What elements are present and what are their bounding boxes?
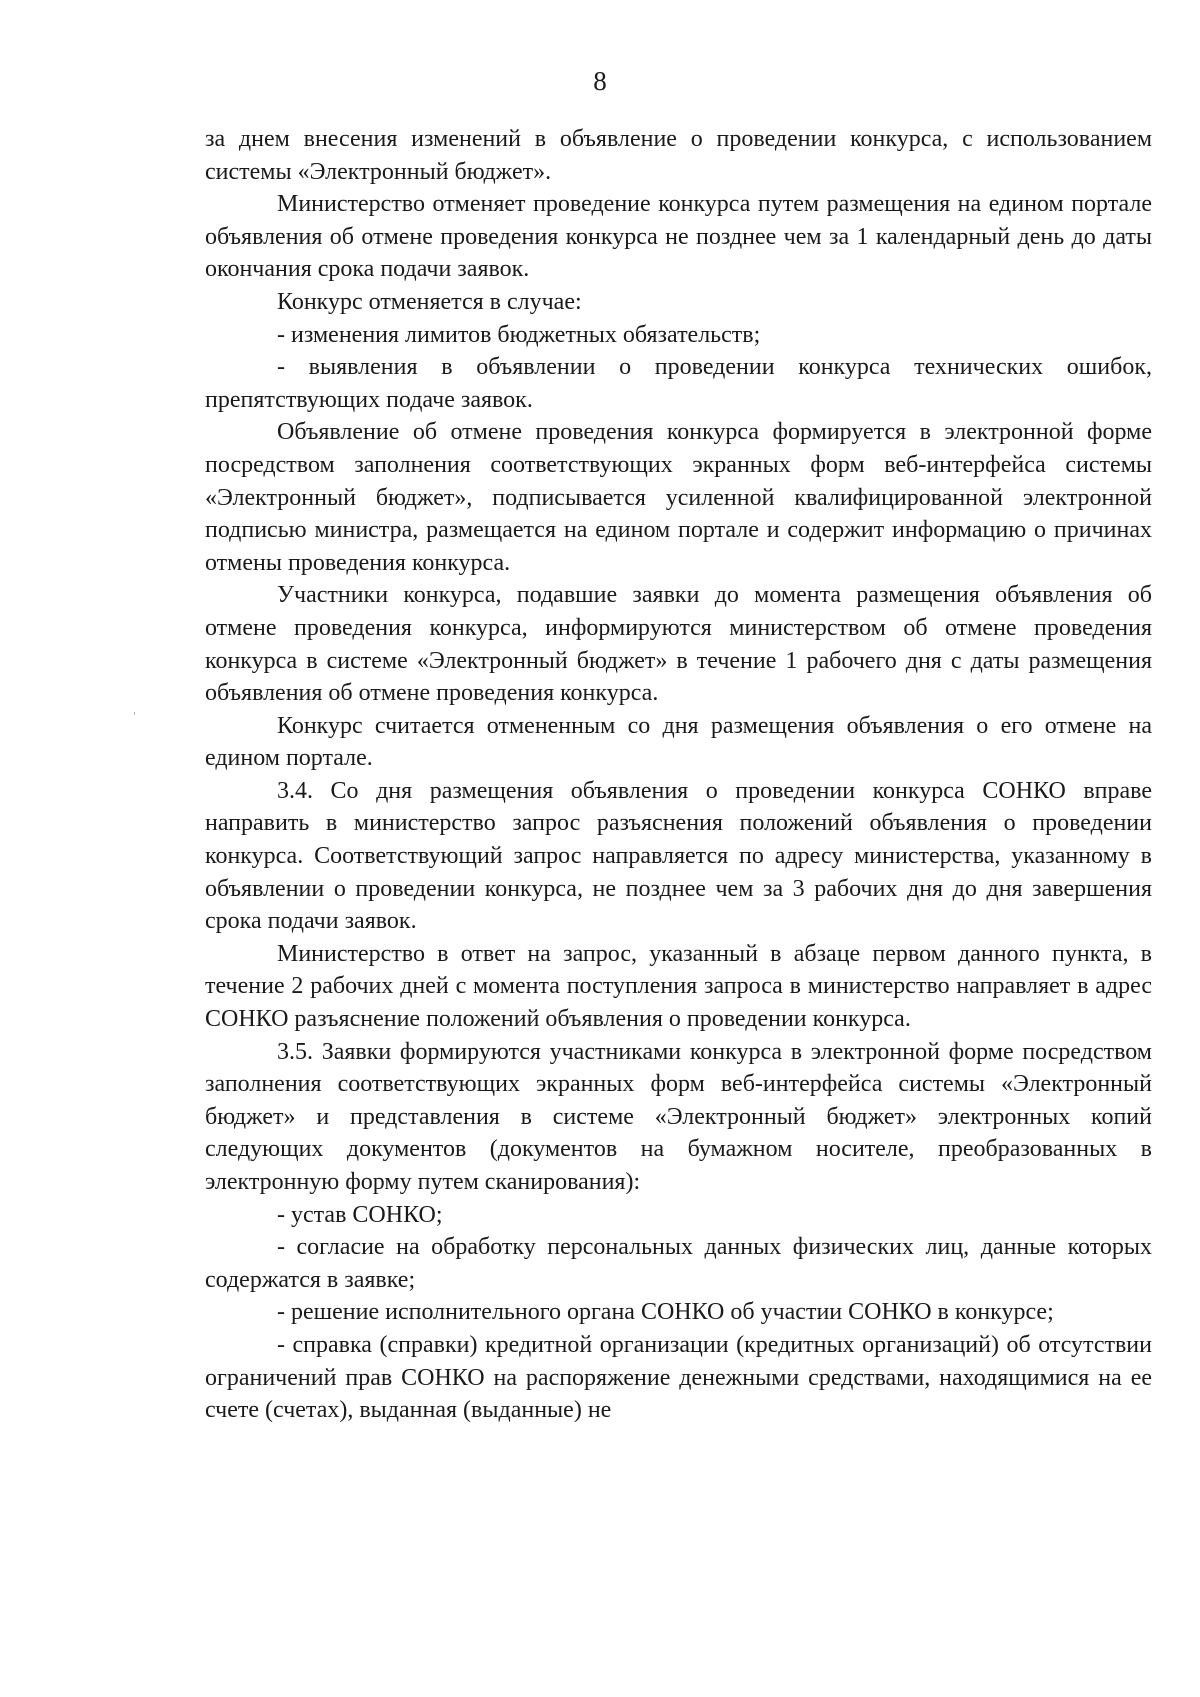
list-item-technical-errors: - выявления в объявлении о проведении конкурса технических ошибок, препятствующих подаче заявок. bbox=[205, 354, 1152, 413]
list-item-executive-decision: - решение исполнительного органа СОНКО об участии СОНКО в конкурсе; bbox=[277, 1299, 1054, 1326]
page-number: 8 bbox=[593, 66, 607, 96]
paragraph-section-3-4: 3.4. Со дня размещения объявления о проведении конкурса СОНКО вправе направить в министерство запрос разъяснения положений объявления о проведении конкурса. Соответствующий запрос направляется по адресу министерства, указанному в объявлении о проведении конкурса, не позднее чем за 3 рабочих дня до дня завершения срока подачи заявок. bbox=[205, 777, 1152, 935]
scan-artifact-mark bbox=[134, 712, 135, 715]
list-item-personal-data-consent: - согласие на обработку персональных данных физических лиц, данные которых содержатся в заявке; bbox=[205, 1234, 1152, 1293]
paragraph-section-3-5: 3.5. Заявки формируются участниками конкурса в электронной форме посредством заполнения соответствующих экранных форм веб-интерфейса системы «Электронный бюджет» и представления в системе «Электронный бюджет» электронных копий следующих документов (документов на бумажном носителе, преобразованных в электронную форму путем сканирования): bbox=[205, 1038, 1152, 1195]
paragraph-continuation: за днем внесения изменений в объявление о проведении конкурса, с использованием системы «Электронный бюджет». bbox=[205, 126, 1152, 185]
paragraph-cancellation-cases: Конкурс отменяется в случае: bbox=[277, 288, 582, 315]
list-item-limits-change: - изменения лимитов бюджетных обязательств; bbox=[277, 321, 761, 348]
paragraph-ministry-response: Министерство в ответ на запрос, указанный в абзаце первом данного пункта, в течение 2 рабочих дней с момента поступления запроса в министерство направляет в адрес СОНКО разъяснение положений объявления о проведении конкурса. bbox=[205, 940, 1152, 1033]
paragraph-contest-cancelled: Конкурс считается отмененным со дня размещения объявления о его отмене на едином портале. bbox=[205, 712, 1152, 772]
list-item-bank-certificate: - справка (справки) кредитной организации (кредитных организаций) об отсутствии ограничений прав СОНКО на распоряжение денежными средствами, находящимися на ее счете (счетах), выданная (выданные) не bbox=[205, 1331, 1152, 1424]
paragraph-participants-informed: Участники конкурса, подавшие заявки до момента размещения объявления об отмене проведения конкурса, информируются министерством об отмене проведения конкурса в системе «Электронный бюджет» в течение 1 рабочего дня с даты размещения объявления об отмене проведения конкурса. bbox=[205, 582, 1152, 707]
document-body bbox=[205, 123, 1152, 1427]
list-item-charter: - устав СОНКО; bbox=[277, 1201, 443, 1228]
paragraph-cancellation-notice: Объявление об отмене проведения конкурса формируется в электронной форме посредством заполнения соответствующих экранных форм веб-интерфейса системы «Электронный бюджет», подписывается усиленной квалифицированной электронной подписью министра, размещается на едином портале и содержит информацию о причинах отмены проведения конкурса. bbox=[205, 419, 1152, 576]
paragraph-cancellation-procedure: Министерство отменяет проведение конкурса путем размещения на едином портале объявления об отмене проведения конкурса не позднее чем за 1 календарный день до даты окончания срока подачи заявок. bbox=[205, 191, 1152, 283]
